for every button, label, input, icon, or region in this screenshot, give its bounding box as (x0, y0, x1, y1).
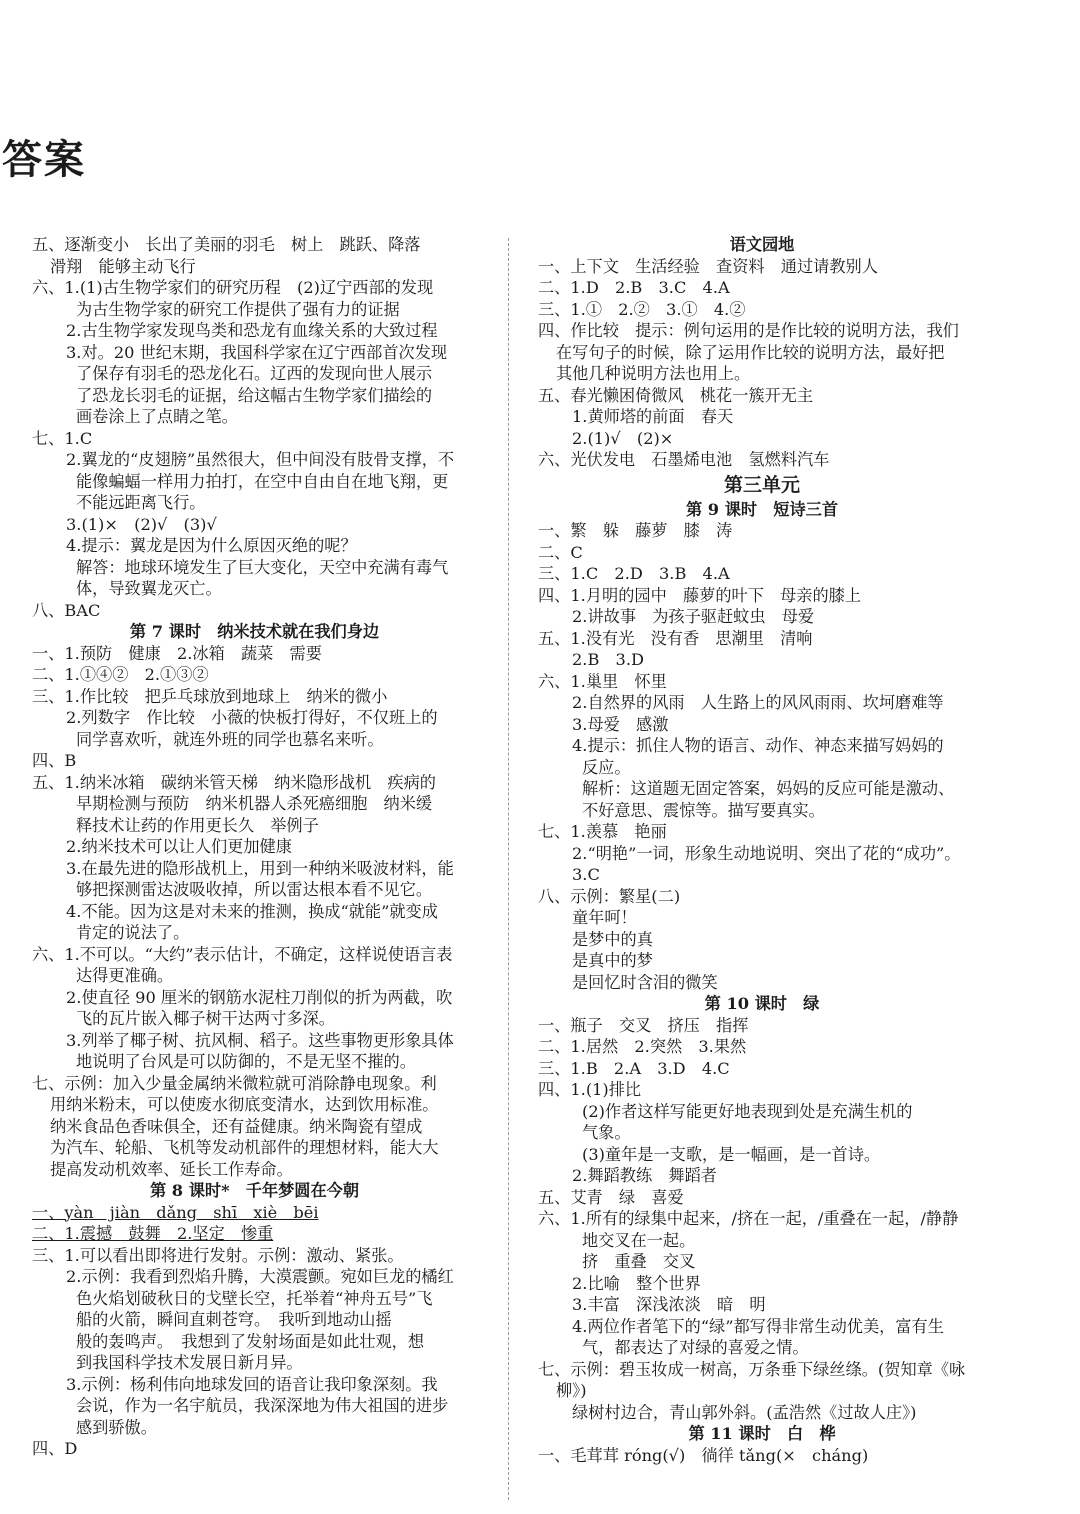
answer-line: 绿树村边合，青山郭外斜。(孟浩然《过故人庄》) (572, 1402, 917, 1422)
answer-line: 感到骄傲。 (76, 1417, 157, 1437)
answer-line: 3.在最先进的隐形战机上，用到一种纳米吸波材料，能 (66, 858, 454, 878)
answer-line: (3)童年是一支歌，是一幅画，是一首诗。 (582, 1144, 881, 1164)
answer-line: 2.B 3.D (572, 650, 644, 669)
page-title: 答案 (2, 136, 86, 183)
answer-line: 六、1.所有的绿集中起来，/挤在一起，/重叠在一起，/静静 (538, 1209, 959, 1228)
answer-line: 不好意思、震惊等。描写要真实。 (582, 800, 825, 820)
answer-line: 早期检测与预防 纳米机器人杀死癌细胞 纳米缓 (76, 794, 433, 813)
answer-line: 是真中的梦 (572, 951, 653, 970)
answer-column-left (32, 234, 477, 1460)
answer-line: (2)作者这样写能更好地表现到处是充满生机的 (582, 1101, 913, 1121)
answer-line: 解答：地球环境发生了巨大变化，天空中充满有毒气 (76, 557, 449, 577)
answer-line: 2.列数字 作比较 小薇的快板打得好，不仅班上的 (66, 708, 438, 727)
answer-line: 五、1.没有光 没有香 思潮里 清响 (538, 628, 813, 648)
answer-line: 四、作比较 提示：例句运用的是作比较的说明方法，我们 (538, 321, 959, 340)
answer-line: 不能远距离飞行。 (76, 493, 206, 512)
answer-line: 四、1.(1)排比 (538, 1080, 642, 1099)
answer-line: 五、艾青 绿 喜爱 (538, 1187, 684, 1207)
answer-line: 地交叉在一起。 (582, 1230, 696, 1250)
answer-line: 飞的瓦片嵌入椰子树干达两寸多深。 (76, 1009, 335, 1028)
answer-line: 四、B (32, 751, 77, 770)
answer-line: 六、1.不可以。“大约”表示估计，不确定，这样说使语言表 (32, 944, 453, 964)
answer-line: 七、示例：碧玉妆成一树高，万条垂下绿丝绦。(贺知章《咏 (538, 1359, 966, 1379)
answer-line: 二、C (538, 542, 583, 562)
answer-line: 六、光伏发电 石墨烯电池 氢燃料汽车 (538, 450, 830, 469)
column-divider (508, 238, 509, 1500)
answer-line: 1.黄师塔的前面 春天 (572, 407, 734, 426)
answer-line: 七、1.羡慕 艳丽 (538, 822, 667, 841)
answer-line: 六、1.巢里 怀里 (538, 671, 667, 691)
answer-line: 到我国科学技术发展日新月异。 (76, 1353, 303, 1372)
answer-line: 2.自然界的风雨 人生路上的风风雨雨、坎坷磨难等 (572, 693, 944, 712)
answer-line: 挤 重叠 交叉 (582, 1252, 696, 1271)
answer-line: 2.讲故事 为孩子驱赶蚊虫 母爱 (572, 607, 815, 626)
answer-line: 了保存有羽毛的恐龙化石。辽西的发现向世人展示 (76, 364, 433, 383)
answer-line: 是梦中的真 (572, 929, 653, 949)
answer-line: 三、1.① 2.② 3.① 4.② (538, 299, 746, 319)
answer-line: 地说明了台风是可以防御的，不是无坚不摧的。 (76, 1052, 416, 1071)
answer-line: 肯定的说法了。 (76, 923, 190, 942)
answer-line: 二、1.D 2.B 3.C 4.A (538, 278, 730, 297)
answer-line: 反应。 (582, 757, 631, 777)
answer-line: 纳米食品色香味俱全，还有益健康。纳米陶瓷有望成 (50, 1116, 423, 1136)
answer-line: 一、1.预防 健康 2.冰箱 蔬菜 需要 (32, 643, 322, 663)
answer-line: 五、1.纳米冰箱 碳纳米管天梯 纳米隐形战机 疾病的 (32, 772, 436, 792)
answer-line: 五、逐渐变小 长出了美丽的羽毛 树上 跳跃、降落 (32, 235, 421, 254)
lesson-heading: 第 10 课时 绿 (704, 994, 820, 1013)
lesson-heading: 第 9 课时 短诗三首 (685, 499, 839, 519)
answer-line: 2.(1)√ (2)× (572, 428, 674, 448)
answer-line: 气，都表达了对绿的喜爱之情。 (582, 1338, 809, 1357)
answer-line: 4.提示：抓住人物的语言、动作、神态来描写妈妈的 (572, 736, 944, 755)
answer-line: 能像蝙蝠一样用力拍打，在空中自由自在地飞翔，更 (76, 471, 449, 491)
answer-line: 三、1.作比较 把乒乓球放到地球上 纳米的微小 (32, 686, 388, 706)
answer-line: 2.“明艳”一词，形象生动地说明、突出了花的“成功”。 (572, 843, 961, 863)
answer-line: 三、1.B 2.A 3.D 4.C (538, 1058, 730, 1078)
answer-line: 同学喜欢听，就连外班的同学也慕名来听。 (76, 729, 384, 749)
answer-line: 八、示例：繁星(二) (538, 886, 681, 906)
answer-line: 3.母爱 感激 (572, 714, 669, 734)
answer-line: 用纳米粉末，可以使废水彻底变清水，达到饮用标准。 (50, 1095, 439, 1114)
answer-line: 体，导致翼龙灭亡。 (76, 579, 222, 598)
answer-line: 六、1.(1)古生物学家们的研究历程 (2)辽宁西部的发现 (32, 278, 434, 297)
answer-line: 为汽车、轮船、飞机等发动机部件的理想材料，能大大 (50, 1138, 439, 1157)
answer-line: 一、yàn jiàn dǎng shī xiè bēi (32, 1202, 319, 1222)
lesson-heading: 第 8 课时* 千年梦圆在今朝 (149, 1181, 360, 1200)
answer-line: 为古生物学家的研究工作提供了强有力的证据 (76, 299, 400, 319)
answer-line: 在写句子的时候，除了运用作比较的说明方法，最好把 (556, 342, 945, 362)
answer-line: 二、1.震撼 鼓舞 2.坚定 惨重 (32, 1224, 274, 1243)
answer-line: 2.使直径 90 厘米的钢筋水泥柱刀削似的折为两截，吹 (66, 987, 453, 1007)
answer-line: 滑翔 能够主动飞行 (50, 256, 196, 276)
answer-line: 4.提示：翼龙是因为什么原因灭绝的呢？ (66, 536, 357, 555)
answer-line: 般的轰鸣声。 我想到了发射场面是如此壮观，想 (76, 1331, 425, 1351)
answer-line: 柳》) (556, 1381, 587, 1400)
answer-line: 画卷涂上了点睛之笔。 (76, 407, 238, 426)
answer-line: 会说，作为一名宇航员，我深深地为伟大祖国的进步 (76, 1396, 449, 1415)
lesson-heading: 第 7 课时 纳米技术就在我们身边 (129, 622, 380, 641)
answer-column-right (538, 234, 986, 1466)
answer-line: 五、春光懒困倚微风 桃花一簇开无主 (538, 385, 814, 405)
lesson-heading: 第三单元 (723, 473, 800, 496)
answer-line: 二、1.①④② 2.①③② (32, 665, 209, 684)
answer-line: 四、1.月明的园中 藤萝的叶下 母亲的膝上 (538, 585, 862, 605)
answer-line: 一、毛茸茸 róng(√) 徜徉 tǎng(× cháng) (538, 1445, 869, 1465)
answer-line: 提高发动机效率、延长工作寿命。 (50, 1159, 293, 1179)
answer-line: 够把探测雷达波吸收掉，所以雷达根本看不见它。 (76, 880, 433, 899)
answer-line: 2.古生物学家发现鸟类和恐龙有血缘关系的大致过程 (66, 321, 438, 340)
answer-line: 3.C (572, 865, 600, 884)
answer-line: 船的火箭，瞬间直刺苍穹。 我听到地动山摇 (76, 1310, 392, 1329)
lesson-heading: 第 11 课时 白 桦 (688, 1424, 836, 1443)
answer-line: 一、上下文 生活经验 查资料 通过请教别人 (538, 256, 878, 276)
answer-line: 达得更准确。 (76, 966, 174, 985)
answer-line: 三、1.C 2.D 3.B 4.A (538, 564, 730, 583)
answer-line: 2.翼龙的“皮翅膀”虽然很大，但中间没有肢骨支撑，不 (66, 450, 455, 469)
answer-line: 了恐龙长羽毛的证据，给这幅古生物学家们描绘的 (76, 385, 433, 405)
lesson-heading: 语文园地 (729, 235, 795, 254)
answer-line: 4.两位作者笔下的“绿”都写得非常生动优美，富有生 (572, 1316, 944, 1336)
answer-line: 2.舞蹈教练 舞蹈者 (572, 1166, 717, 1185)
answer-line: 3.对。20 世纪末期，我国科学家在辽宁西部首次发现 (66, 342, 448, 362)
answer-line: 三、1.可以看出即将进行发射。示例：激动、紧张。 (32, 1245, 404, 1265)
answer-line: 3.列举了椰子树、抗风桐、稻子。这些事物更形象具体 (66, 1030, 454, 1050)
answer-line: 3.示例：杨利伟向地球发回的语音让我印象深刻。我 (66, 1374, 438, 1394)
answer-line: 4.不能。因为这是对未来的推测，换成“就能”就变成 (66, 901, 438, 921)
answer-line: 释技术让药的作用更长久 举例子 (76, 815, 319, 835)
answer-line: 2.纳米技术可以让人们更加健康 (66, 837, 292, 856)
answer-line: 二、1.居然 2.突然 3.果然 (538, 1037, 747, 1056)
answer-line: 3.(1)× (2)√ (3)√ (66, 514, 217, 534)
answer-line: 2.比喻 整个世界 (572, 1273, 701, 1293)
answer-line: 色火焰划破秋日的戈壁长空，托举着“神舟五号”飞 (76, 1288, 433, 1308)
answer-line: 七、1.C (32, 428, 93, 448)
answer-line: 童年呵！ (572, 908, 637, 927)
answer-line: 一、繁 躲 藤萝 膝 涛 (538, 521, 733, 540)
answer-line: 2.示例：我看到烈焰升腾，大漠震颤。宛如巨龙的橘红 (66, 1267, 454, 1286)
answer-line: 3.丰富 深浅浓淡 暗 明 (572, 1295, 766, 1314)
answer-line: 一、瓶子 交叉 挤压 指挥 (538, 1015, 749, 1035)
answer-line: 气象。 (582, 1123, 631, 1142)
answer-line: 解析：这道题无固定答案，妈妈的反应可能是激动、 (582, 779, 955, 798)
answer-line: 八、BAC (32, 600, 101, 620)
answer-line: 是回忆时含泪的微笑 (572, 972, 718, 992)
answer-line: 四、D (32, 1439, 78, 1458)
answer-line: 其他几种说明方法也用上。 (556, 364, 751, 383)
answer-line: 七、示例：加入少量金属纳米微粒就可消除静电现象。利 (32, 1073, 437, 1093)
